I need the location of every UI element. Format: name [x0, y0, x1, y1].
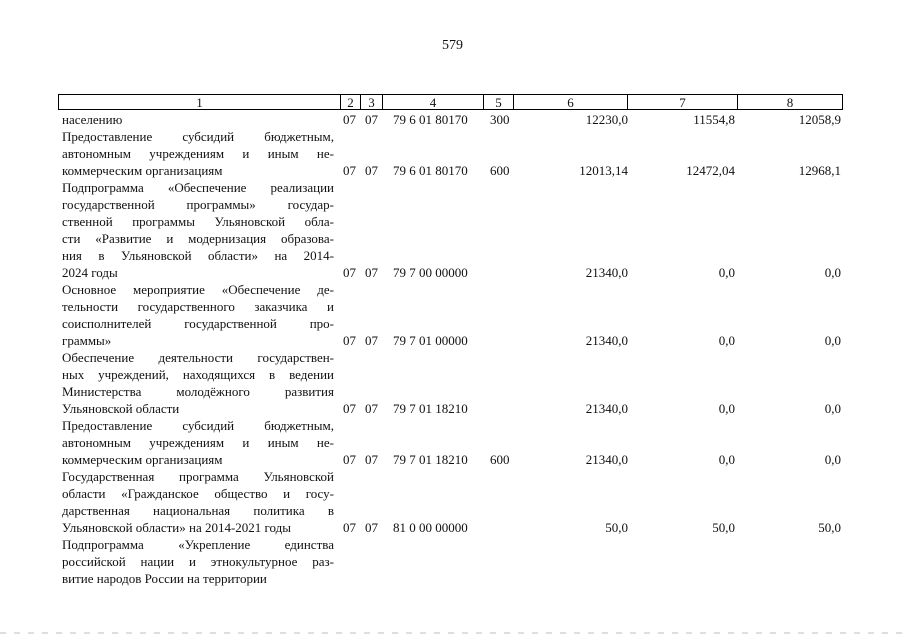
cell-c8: 50,0 — [818, 520, 841, 535]
row-description — [62, 349, 334, 417]
cell-c6: 21340,0 — [585, 265, 628, 280]
header-col-4: 4 — [383, 95, 484, 109]
description-line: Подпрограмма «Укрепление единства — [62, 537, 334, 552]
cell-c3: 07 — [365, 112, 378, 127]
scan-edge-noise — [0, 632, 905, 634]
cell-c3: 07 — [365, 333, 378, 348]
description-line: коммерческим организациям — [62, 452, 223, 467]
cell-c3: 07 — [365, 520, 378, 535]
description-line: автономным учреждениям и иным не- — [62, 146, 334, 161]
cell-c3: 07 — [365, 452, 378, 467]
description-line: витие народов России на территории — [62, 571, 267, 586]
header-col-1: 1 — [59, 95, 341, 109]
description-line: Государственная программа Ульяновской — [62, 469, 334, 484]
header-col-2: 2 — [341, 95, 361, 109]
cell-c6: 50,0 — [605, 520, 628, 535]
row-description — [62, 536, 334, 587]
description-line: Основное мероприятие «Обеспечение де- — [62, 282, 334, 297]
cell-c7: 0,0 — [718, 452, 735, 467]
description-line: соисполнителей государственной про- — [62, 316, 334, 331]
cell-c7: 12472,04 — [686, 163, 735, 178]
cell-c2: 07 — [343, 520, 356, 535]
description-line: 2024 годы — [62, 265, 118, 280]
cell-c6: 21340,0 — [585, 333, 628, 348]
cell-c4: 81 0 00 00000 — [393, 520, 468, 535]
cell-c6: 21340,0 — [585, 401, 628, 416]
description-line: Предоставление субсидий бюджетным, — [62, 418, 334, 433]
cell-c8: 12968,1 — [798, 163, 841, 178]
cell-c8: 12058,9 — [798, 112, 841, 127]
header-col-7: 7 — [628, 95, 738, 109]
cell-c2: 07 — [343, 452, 356, 467]
cell-c3: 07 — [365, 265, 378, 280]
cell-c2: 07 — [343, 401, 356, 416]
cell-c2: 07 — [343, 333, 356, 348]
cell-c7: 11554,8 — [693, 112, 735, 127]
cell-c8: 0,0 — [824, 452, 841, 467]
cell-c4: 79 7 01 18210 — [393, 452, 468, 467]
header-col-5: 5 — [484, 95, 514, 109]
cell-c6: 12013,14 — [579, 163, 628, 178]
cell-c4: 79 6 01 80170 — [393, 163, 468, 178]
row-description — [62, 179, 334, 281]
page-number: 579 — [442, 38, 463, 53]
description-line: ственной программы Ульяновской обла- — [62, 214, 334, 229]
description-line: Обеспечение деятельности государствен- — [62, 350, 334, 365]
cell-c3: 07 — [365, 163, 378, 178]
description-line: населению — [62, 112, 123, 127]
description-line: тельности государственного заказчика и — [62, 299, 334, 314]
cell-c2: 07 — [343, 163, 356, 178]
row-description — [62, 468, 334, 536]
cell-c7: 50,0 — [712, 520, 735, 535]
row-description — [62, 128, 334, 179]
cell-c8: 0,0 — [824, 333, 841, 348]
description-line: Предоставление субсидий бюджетным, — [62, 129, 334, 144]
description-line: Подпрограмма «Обеспечение реализации — [62, 180, 334, 195]
cell-c5: 300 — [490, 112, 510, 127]
cell-c4: 79 6 01 80170 — [393, 112, 468, 127]
cell-c4: 79 7 01 18210 — [393, 401, 468, 416]
row-description — [62, 281, 334, 349]
description-line: государственной программы» государ- — [62, 197, 334, 212]
cell-c5: 600 — [490, 452, 510, 467]
description-line: ния в Ульяновской области» на 2014- — [62, 248, 334, 263]
cell-c7: 0,0 — [718, 265, 735, 280]
description-line: автономным учреждениям и иным не- — [62, 435, 334, 450]
cell-c6: 12230,0 — [585, 112, 628, 127]
description-line: Министерства молодёжного развития — [62, 384, 334, 399]
cell-c6: 21340,0 — [585, 452, 628, 467]
cell-c8: 0,0 — [824, 265, 841, 280]
table-header — [58, 94, 843, 110]
description-line: Ульяновской области — [62, 401, 180, 416]
description-line: российской нации и этнокультурное раз- — [62, 554, 334, 569]
header-col-8: 8 — [786, 95, 794, 110]
row-description — [62, 417, 334, 468]
description-line: граммы» — [62, 333, 112, 348]
description-line: сти «Развитие и модернизация образова- — [62, 231, 334, 246]
header-col-3: 3 — [361, 95, 383, 109]
cell-c7: 0,0 — [718, 401, 735, 416]
description-line: дарственная национальная политика в — [62, 503, 334, 518]
cell-c3: 07 — [365, 401, 378, 416]
description-line: коммерческим организациям — [62, 163, 223, 178]
cell-c2: 07 — [343, 112, 356, 127]
description-line: Ульяновской области» на 2014-2021 годы — [62, 520, 292, 535]
cell-c2: 07 — [343, 265, 356, 280]
cell-c4: 79 7 00 00000 — [393, 265, 468, 280]
description-line: ных учреждений, находящихся в ведении — [62, 367, 334, 382]
header-col-6: 6 — [514, 95, 628, 109]
cell-c7: 0,0 — [718, 333, 735, 348]
cell-c8: 0,0 — [824, 401, 841, 416]
cell-c5: 600 — [490, 163, 510, 178]
row-description — [62, 111, 334, 128]
description-line: области «Гражданское общество и госу- — [62, 486, 334, 501]
cell-c4: 79 7 01 00000 — [393, 333, 468, 348]
